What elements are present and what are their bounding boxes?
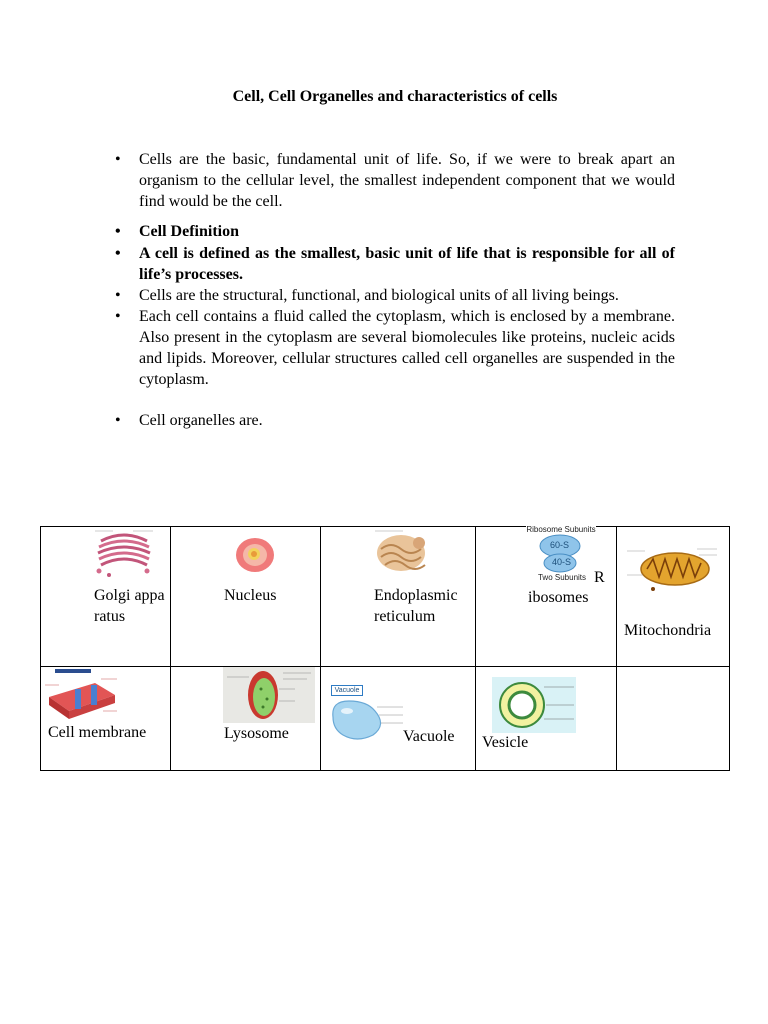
organelle-label: Endoplasmic reticulum: [374, 587, 458, 625]
cell-mitochondria: [617, 527, 730, 667]
er-figure: [373, 527, 435, 579]
cell-golgi: [41, 527, 171, 667]
page-title: Cell, Cell Organelles and characteristics of cells: [232, 88, 558, 105]
bullet-item: • Each cell contains a fluid called the cytoplasm, which is enclosed by a membrane. Also present in the cytoplasm are several biomolecules like proteins, nucleic acids and lipids. Moreover, cellular structures called cell organelles are suspended in the cytoplasm.: [112, 306, 675, 390]
cell-vesicle: [476, 667, 617, 771]
cell-membrane: [41, 667, 171, 771]
bullet-item: • Cell organelles are.: [112, 410, 675, 431]
organelle-label-r: R: [594, 569, 605, 586]
vesicle-figure: [492, 677, 576, 733]
vacuole-tag: Vacuole: [331, 685, 363, 696]
cell-empty: [617, 667, 730, 771]
mitochondria-figure: [627, 545, 719, 597]
nucleus-figure: [233, 535, 277, 575]
cell-vacuole: [321, 667, 476, 771]
ribosome-caption: Two Subunits: [537, 573, 587, 582]
bullet-item: • A cell is defined as the smallest, basic unit of life that is responsible for all of life’s processes.: [112, 243, 675, 285]
bullet-list: [112, 149, 675, 431]
organelle-label: Vacuole: [403, 728, 455, 745]
organelle-label: Cell membrane: [48, 724, 147, 741]
cell-membrane-figure: [45, 669, 117, 721]
bullet-item: • Cells are the basic, fundamental unit of life. So, if we were to break apart an organism to the cellular level, the smallest independent component that we would find would be the cell.: [112, 149, 675, 212]
organelle-label: Lysosome: [224, 725, 289, 742]
organelle-label: Golgi apparatus: [94, 587, 165, 625]
cell-nucleus: [171, 527, 321, 667]
organelle-label: Vesicle: [482, 734, 529, 751]
bullet-item: • Cell Definition: [112, 221, 675, 242]
organelle-label: Mitochondria: [624, 622, 712, 639]
ribosome-icon: [538, 533, 582, 573]
ribosome-small-label: 40-S: [552, 557, 572, 567]
cell-ribosomes: [476, 527, 617, 667]
lysosome-figure: [223, 667, 315, 723]
vacuole-figure: [327, 695, 407, 743]
organelles-table: [40, 526, 730, 771]
cell-lysosome: [171, 667, 321, 771]
cell-er: [321, 527, 476, 667]
golgi-apparatus-figure: [93, 527, 155, 579]
organelle-label: Nucleus: [224, 587, 277, 604]
ribosome-title: Ribosome Subunits: [526, 525, 596, 534]
bullet-item: • Cells are the structural, functional, and biological units of all living beings.: [112, 285, 675, 306]
ribosome-figure: [526, 525, 596, 585]
ribosome-large-label: 60-S: [550, 540, 570, 550]
organelle-label: ibosomes: [528, 589, 589, 606]
